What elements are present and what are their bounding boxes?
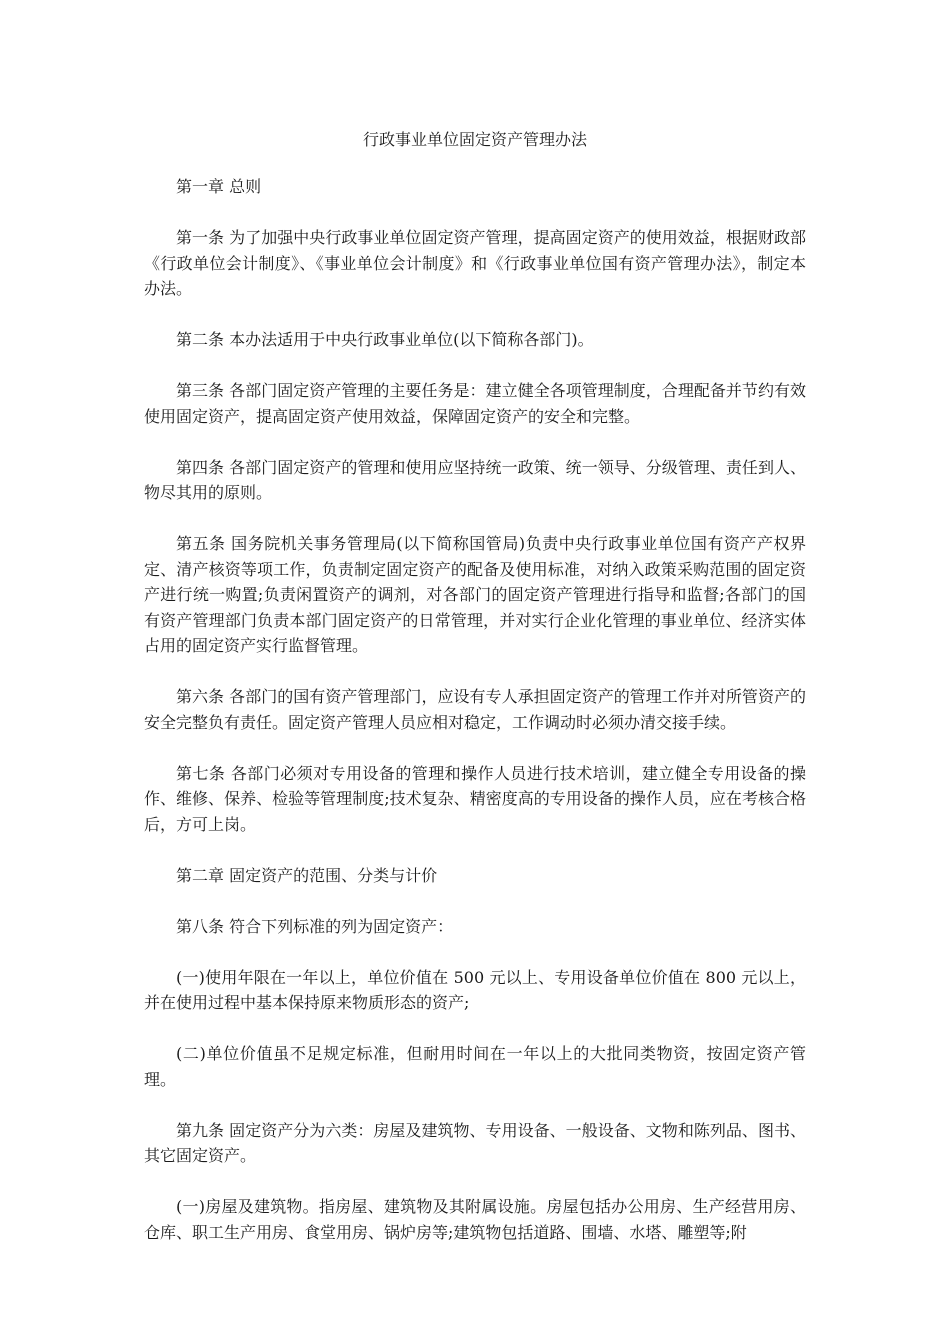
article-9-item-1: (一)房屋及建筑物。指房屋、建筑物及其附属设施。房屋包括办公用房、生产经营用房、仓库、职工生产用房、食堂用房、锅炉房等;建筑物包括道路、围墙、水塔、雕塑等;附 — [144, 1197, 806, 1242]
article-9: 第九条 固定资产分为六类：房屋及建筑物、专用设备、一般设备、文物和陈列品、图书、其它固定资产。 — [144, 1120, 806, 1165]
article-1: 第一条 为了加强中央行政事业单位固定资产管理，提高固定资产的使用效益，根据财政部《行政单位会计制度》、《事业单位会计制度》和《行政事业单位国有资产管理办法》，制定本办法。 — [144, 228, 806, 298]
chapter-1-heading: 第一章 总则 — [176, 177, 262, 196]
article-5: 第五条 国务院机关事务管理局(以下简称国管局)负责中央行政事业单位国有资产产权界定、清产核资等项工作，负责制定固定资产的配备及使用标准，对纳入政策采购范围的固定资产进行统一购置;负责闲置资产的调剂，对各部门的固定资产管理进行指导和监督;各部门的国有资产管理部门负责本部门固定资产的日常管理，并对实行企业化管理的事业单位、经济实体占用的固定资产实行监督管理。 — [144, 534, 806, 655]
article-8-item-2: (二)单位价值虽不足规定标准，但耐用时间在一年以上的大批同类物资，按固定资产管理。 — [144, 1044, 806, 1089]
article-2: 第二条 本办法适用于中央行政事业单位(以下简称各部门)。 — [176, 330, 594, 349]
article-3: 第三条 各部门固定资产管理的主要任务是：建立健全各项管理制度，合理配备并节约有效使用固定资产，提高固定资产使用效益，保障固定资产的安全和完整。 — [144, 381, 806, 426]
document-title: 行政事业单位固定资产管理办法 — [362, 130, 587, 149]
article-4: 第四条 各部门固定资产的管理和使用应坚持统一政策、统一领导、分级管理、责任到人、物尽其用的原则。 — [144, 457, 806, 502]
article-8: 第八条 符合下列标准的列为固定资产： — [176, 916, 454, 936]
document-body — [144, 174, 806, 1271]
article-8-item-1: (一)使用年限在一年以上，单位价值在 500 元以上、专用设备单位价值在 800 元以上，并在使用过程中基本保持原来物质形态的资产; — [144, 967, 806, 1012]
chapter-2-heading: 第二章 固定资产的范围、分类与计价 — [176, 865, 438, 885]
article-6: 第六条 各部门的国有资产管理部门，应设有专人承担固定资产的管理工作并对所管资产的安全完整负有责任。固定资产管理人员应相对稳定，工作调动时必须办清交接手续。 — [144, 687, 806, 732]
article-7: 第七条 各部门必须对专用设备的管理和操作人员进行技术培训，建立健全专用设备的操作、维修、保养、检验等管理制度;技术复杂、精密度高的专用设备的操作人员，应在考核合格后，方可上岗。 — [144, 763, 806, 834]
